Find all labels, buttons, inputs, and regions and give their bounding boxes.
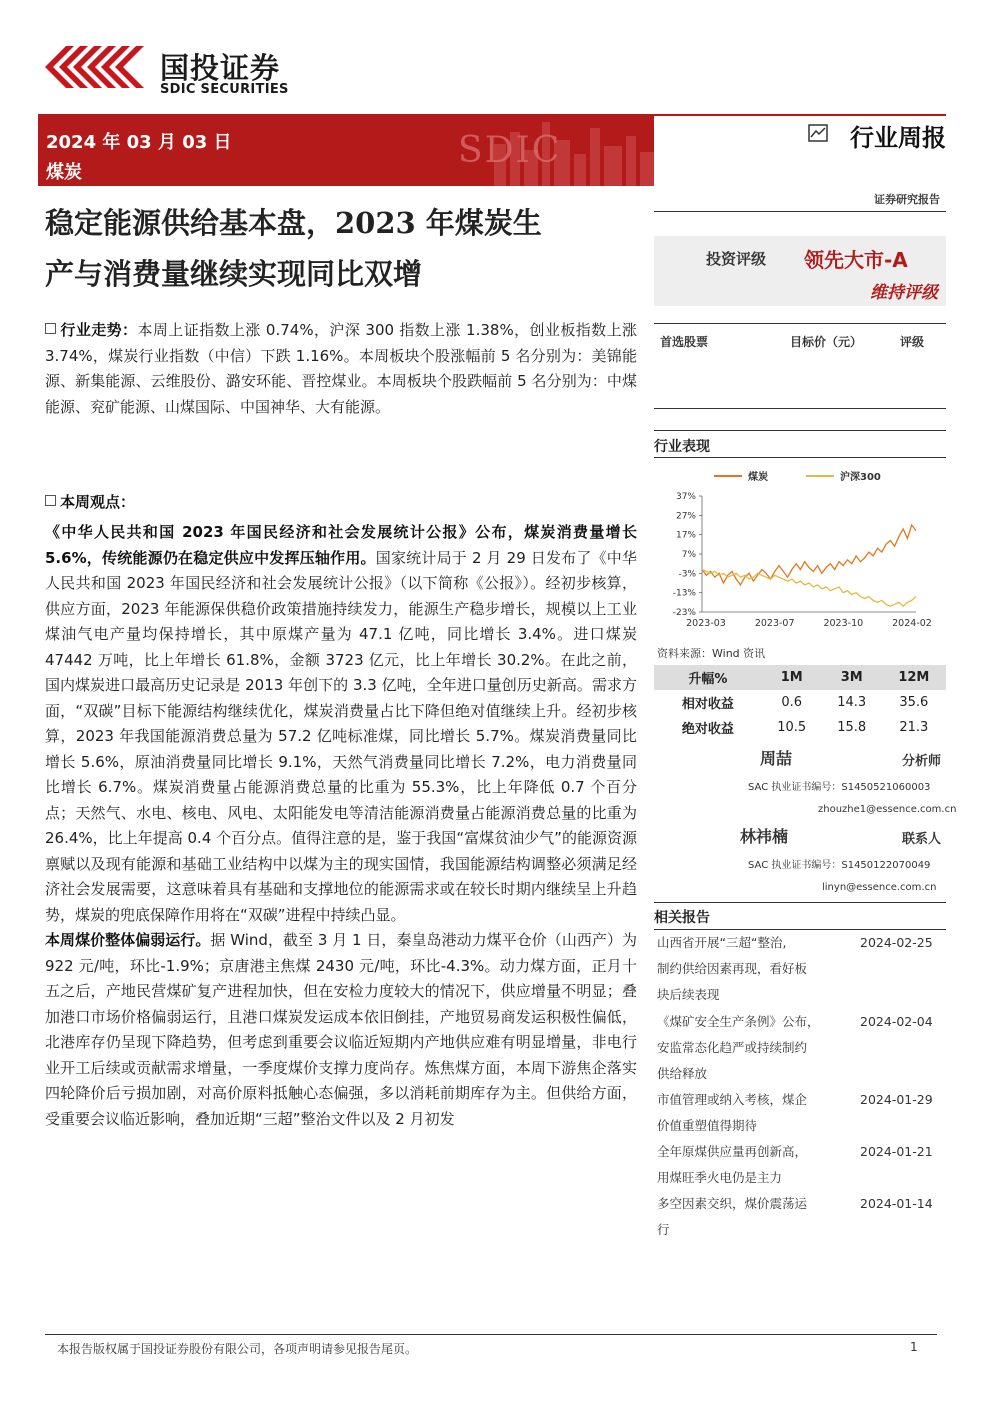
divider: [654, 408, 946, 409]
legend-label: 煤炭: [748, 472, 768, 483]
divider: [654, 211, 946, 212]
related-report-date: 2024-01-21: [860, 1144, 933, 1159]
y-tick-label: 17%: [675, 530, 696, 541]
x-axis: [686, 612, 932, 629]
footer-divider: [45, 1334, 937, 1335]
table-cell: 35.6: [899, 695, 929, 710]
related-line: 行: [657, 1222, 670, 1237]
related-report-date: 2024-01-29: [860, 1092, 933, 1107]
related-report-title[interactable]: [657, 1139, 847, 1191]
report-sector: 煤炭: [46, 162, 82, 183]
rating-value: 领先大市-A: [804, 248, 908, 272]
paragraph-text: 据 Wind，截至 3 月 1 日，秦皇岛港动力煤平仓价（山西产）为 922 元/吨，环比-1.9%；京唐港主焦煤 2430 元/吨，环比-4.3%。动力煤方面，正月十五之后，产地民营煤矿复产进程加快，但在安检力度较大的情况下，供应增量不明显；叠加港口市场价格偏弱运行，且港口煤炭发运成本依旧倒挂，产地贸易商发运积极性偏低，北港库存仍呈现下降趋势，但考虑到重要会议临近短期内产地供应难有明显增量，非电行业开工后续或贡献需求增量，一季度煤价支撑力度尚存。炼焦煤方面，本周下游焦企落实四轮降价后亏损加剧，对高价原料抵触心态偏强，多以消耗前期库存为主。但供给方面，受重要会议临近影响，叠加近期“三超”整治文件以及 2 月初发: [45, 931, 637, 1128]
viewpoint-heading: [45, 490, 637, 516]
divider: [654, 114, 946, 116]
analyst-email[interactable]: zhouzhe1@essence.com.cn: [818, 804, 957, 815]
viewpoint-label: 本周观点：: [60, 493, 136, 511]
chart-source: 资料来源：Wind 资讯: [657, 647, 766, 660]
table-header: 1M: [762, 665, 822, 690]
analyst-cert: SAC 执业证书编号：S1450521060003: [748, 782, 931, 793]
bullet-icon: [45, 495, 56, 506]
chart-legend: [714, 470, 881, 483]
x-tick-label: 2024-02: [892, 618, 932, 629]
legend-label: 沪深300: [840, 472, 881, 483]
report-type: 行业周报: [850, 124, 946, 152]
rating-label: 投资评级: [706, 250, 767, 268]
analyst-name: 林祎楠: [740, 827, 789, 846]
title-line: 稳定能源供给基本盘，2023 年煤炭生: [45, 206, 542, 240]
page-number: 1: [910, 1340, 918, 1354]
y-tick-label: 7%: [681, 550, 696, 560]
y-tick-label: -23%: [672, 608, 696, 618]
title-line: 产与消费量继续实现同比双增: [45, 257, 423, 291]
stock-col-name: 首选股票: [660, 335, 709, 349]
performance-chart: [654, 464, 946, 640]
page-title: [45, 198, 655, 300]
related-report-date: 2024-02-25: [860, 935, 933, 950]
related-line: 安监常态化趋严或持续制约: [657, 1040, 808, 1055]
trend-label: 行业走势：: [60, 321, 138, 339]
y-tick-label: 37%: [675, 492, 696, 502]
logo-cn: 国投证券: [160, 51, 281, 85]
analyst-name: 周喆: [760, 749, 793, 768]
table-cell: 10.5: [777, 720, 807, 735]
x-tick-label: 2023-07: [754, 618, 795, 629]
rating-maintain: 维持评级: [870, 283, 938, 303]
row-label: 相对收益: [681, 697, 734, 712]
table-cell: 15.8: [837, 720, 867, 735]
logo-en: SDIC SECURITIES: [160, 82, 289, 97]
related-report-title[interactable]: [657, 1191, 847, 1243]
report-date: 2024 年 03 月 03 日: [46, 132, 232, 153]
rating-box: [654, 236, 946, 306]
bullet-icon: [45, 323, 56, 334]
related-line: 多空因素交织，煤价震荡运: [657, 1196, 808, 1211]
table-cell: 21.3: [899, 720, 929, 735]
related-line: 全年原煤供应量再创新高，: [657, 1144, 808, 1159]
paragraph-lead: 本周煤价整体偏弱运行。: [45, 931, 211, 949]
y-tick-label: -3%: [678, 569, 696, 580]
related-line: 制约供给因素再现，看好板: [657, 961, 808, 976]
y-tick-label: -13%: [672, 588, 696, 599]
related-line: 市值管理或纳入考核，煤企: [657, 1092, 808, 1107]
section-related: 相关报告: [654, 910, 710, 926]
chart-lines: [702, 525, 916, 606]
divider: [654, 457, 946, 458]
x-tick-label: 2023-10: [823, 618, 864, 629]
related-report-date: 2024-01-14: [860, 1196, 933, 1211]
chart-line-icon: [808, 124, 828, 142]
analyst-email[interactable]: linyn@essence.com.cn: [822, 882, 937, 893]
row-label: 绝对收益: [681, 722, 734, 737]
related-line: 山西省开展“三超“整治,: [657, 935, 787, 950]
paragraph-text: 国家统计局于 2 月 29 日发布了《中华人民共和国 2023 年国民经济和社会发展统计公报》（以下简称《公报》）。经初步核算，供应方面，2023 年能源保供稳价政策措施持续发力，能源生产稳步增长，规模以上工业煤油气电产量均保持增长，其中原煤产量为 47.1 亿吨，同比增长 3.4%。进口煤炭 47442 万吨，比上年增长 61.8%，金额 3723 亿元，比上年增长 30.2%。在此之前，国内煤炭进口最高历史记录是 2013 年创下的 3.3 亿吨，全年进口量创历史新高。需求方面，“双碳”目标下能源结构继续优化，煤炭消费量占比下降但绝对值继续上升。经初步核算，2023 年我国能源消费总量为 57.2 亿吨标准煤，同比增长 5.7%。煤炭消费量同比增长 5.6%，原油消费量同比增长 9.1%，天然气消费量同比增长 7.2%，电力消费量同比增长 6.7%。煤炭消费量占能源消费总量的比重为 55.3%，比上年降低 0.7 个百分点；天然气、水电、核电、风电、太阳能发电等清洁能源消费量占能源消费总量的比重为 26.4%，比上年提高 0.4 个百分点。值得注意的是，鉴于我国“富煤贫油少气”的能源资源禀赋以及现有能源和基础工业结构中以煤为主的现实国情，我国能源结构调整必须满足经济社会发展需要，这意味着具有基础和支撑地位的能源需求或在较长时期内继续呈上升趋势，煤炭的兜底保障作用将在“双碳”进程中持续凸显。: [45, 548, 637, 924]
banner-watermark: SDIC: [458, 130, 562, 171]
related-report-title[interactable]: [657, 1087, 847, 1139]
section-performance: 行业表现: [654, 439, 710, 455]
paragraph: [45, 928, 637, 1132]
related-line: 用煤旺季火电仍是主力: [657, 1170, 783, 1185]
table-header-row: [654, 665, 946, 690]
trend-paragraph: [45, 318, 637, 420]
paragraph-lead: 《中华人民共和国 2023 年国民经济和社会发展统计公报》公布，煤炭消费量增长 5.6%，传统能源仍在稳定供应中发挥压轴作用。: [45, 523, 637, 567]
series-line: [702, 525, 916, 585]
analyst-role: 联系人: [902, 832, 942, 847]
body-text: [45, 520, 637, 1132]
table-row: [654, 690, 946, 715]
divider: [654, 323, 946, 324]
logo-mark-icon: [45, 46, 150, 88]
footer-disclaimer: 本报告版权属于国投证券股份有限公司，各项声明请参见报告尾页。: [57, 1342, 418, 1356]
table-cell: 14.3: [837, 695, 867, 710]
related-line: 块后续表现: [657, 987, 720, 1002]
stock-col-rating: 评级: [900, 335, 925, 349]
report-subtype: 证券研究报告: [874, 193, 940, 206]
related-line: 价值重塑值得期待: [657, 1118, 758, 1133]
table-header: 12M: [882, 665, 946, 690]
trend-text: 本周上证指数上涨 0.74%，沪深 300 指数上涨 1.38%，创业板指数上涨 3.74%，煤炭行业指数（中信）下跌 1.16%。本周板块个股涨幅前 5 名分别为：美锦能源、新集能源、云维股份、潞安环能、晋控煤业。本周板块个股跌幅前 5 名分别为：中煤能源、兖矿能源、山煤国际、中国神华、大有能源。: [45, 321, 637, 416]
related-report-title[interactable]: [657, 1009, 847, 1087]
x-tick-label: 2023-03: [686, 618, 726, 629]
divider: [654, 430, 946, 431]
related-report-title[interactable]: [657, 930, 847, 1008]
divider: [654, 902, 946, 903]
y-axis: [673, 492, 702, 618]
analyst-role: 分析师: [902, 754, 942, 769]
series-line: [702, 570, 916, 607]
returns-table: [654, 665, 946, 740]
related-report-date: 2024-02-04: [860, 1014, 933, 1029]
header-banner: [38, 114, 654, 186]
related-line: 供给释放: [657, 1066, 708, 1081]
related-line: 《煤矿安全生产条例》公布，: [657, 1014, 820, 1029]
y-tick-label: 27%: [675, 511, 696, 522]
table-header: 升幅%: [654, 665, 762, 690]
stock-col-target: 目标价（元）: [790, 335, 863, 349]
table-header: 3M: [822, 665, 882, 690]
table-row: [654, 715, 946, 740]
paragraph: [45, 520, 637, 928]
analyst-cert: SAC 执业证书编号：S1450122070049: [748, 860, 931, 871]
table-cell: 0.6: [781, 695, 803, 710]
